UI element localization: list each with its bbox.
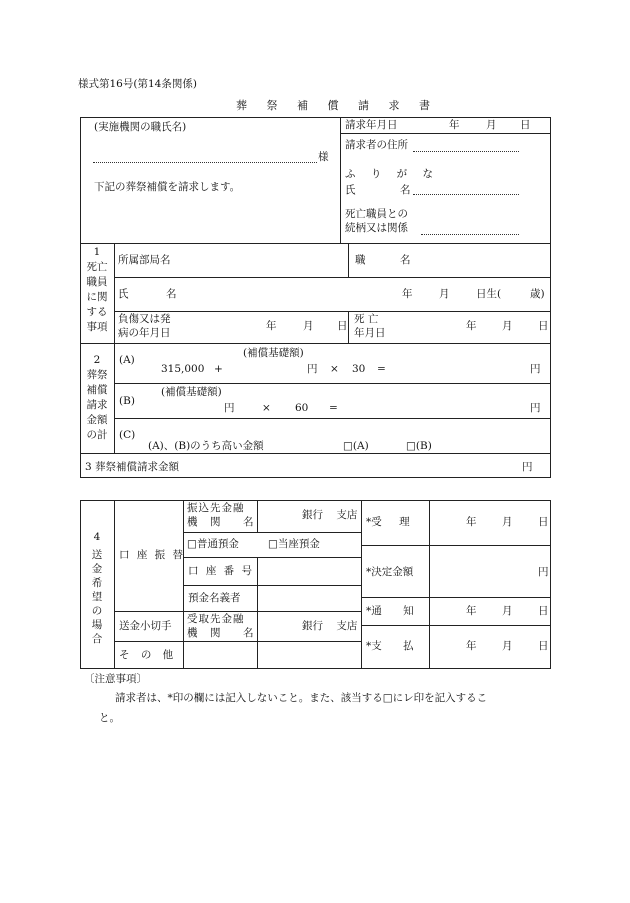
request-date-month[interactable]: 月 [486, 119, 497, 131]
address-line[interactable] [413, 151, 519, 152]
notice-month[interactable]: 月 [502, 605, 513, 617]
row-a-plus: + [214, 363, 223, 375]
row-b-equals: = [329, 402, 338, 414]
payment-day[interactable]: 日 [538, 640, 549, 652]
injury-label-1: 負傷又は発 [118, 313, 171, 325]
receive-bank-branch[interactable]: 銀行 支店 [302, 620, 358, 632]
request-date-year[interactable]: 年 [449, 119, 460, 131]
injury-month[interactable]: 月 [303, 320, 314, 332]
row-a-result-yen[interactable]: 円 [530, 363, 541, 375]
department-label: 所属部局名 [118, 254, 171, 266]
death-day[interactable]: 日 [538, 320, 549, 332]
receive-bank-label-4: 名 [243, 627, 254, 639]
section3-label: 3 葬祭補償請求金額 [85, 461, 180, 473]
transfer-bank-label-2: 機 [187, 516, 198, 528]
birth-age[interactable]: 歳) [530, 288, 545, 300]
death-label-2: 年月日 [354, 327, 386, 339]
furigana-label: ふ り が な [345, 168, 440, 180]
receive-bank-label-1: 受取先金融 [187, 613, 245, 625]
row-a-base-label: (補償基礎額) [243, 347, 304, 359]
notice-year[interactable]: 年 [466, 605, 477, 617]
page-title: 葬 祭 補 償 請 求 書 [236, 99, 438, 112]
name-label: 氏 [345, 184, 356, 196]
row-b-label: (B) [119, 395, 135, 407]
section3-yen[interactable]: 円 [522, 461, 533, 473]
received-label: *受 理 [366, 516, 410, 528]
name-label-2: 名 [400, 184, 411, 196]
section2-label: 2 葬祭 補償 請求 金額 の計 [86, 354, 108, 441]
row-b-base-label: (補償基礎額) [161, 386, 222, 398]
section4-label: 4 送 金 希 望 の 場 合 [91, 531, 103, 645]
position-label: 職 [355, 254, 366, 266]
transfer-bank-branch[interactable]: 銀行 支店 [302, 509, 358, 521]
row-a-days: 30 [352, 363, 366, 375]
transfer-bank-label-1: 振込先金融 [187, 502, 245, 514]
payment-month[interactable]: 月 [502, 640, 513, 652]
form-number: 様式第16号(第14条関係) [78, 78, 197, 90]
row-c-label: (C) [119, 429, 136, 441]
notice-day[interactable]: 日 [538, 605, 549, 617]
request-date-day[interactable]: 日 [520, 119, 531, 131]
row-a-label: (A) [119, 354, 135, 366]
row-b-yen: 円 [224, 402, 235, 414]
position-label-2: 名 [400, 254, 411, 266]
death-label-1: 死 亡 [354, 313, 379, 325]
institution-name-line[interactable] [93, 162, 317, 163]
birth-day[interactable]: 日生( [476, 288, 502, 300]
birth-month[interactable]: 月 [439, 288, 450, 300]
request-date-label: 請求年月日 [345, 119, 398, 131]
receive-bank-label-2: 機 [187, 627, 198, 639]
transfer-bank-label-4: 名 [243, 516, 254, 528]
relation-label-2: 続柄又は関係 [345, 222, 408, 234]
relation-label-1: 死亡職員との [345, 208, 408, 220]
deposit-ordinary-checkbox[interactable]: □普通預金 [187, 538, 239, 550]
remittance-check-label: 送金小切手 [119, 620, 172, 632]
received-month[interactable]: 月 [502, 516, 513, 528]
injury-year[interactable]: 年 [266, 320, 277, 332]
row-a-equals: = [377, 363, 386, 375]
notice-label: *通 知 [366, 605, 414, 617]
section1-label: 1 死亡 職員 に関 する 事項 [86, 246, 108, 333]
deposit-current-checkbox[interactable]: □当座預金 [268, 538, 320, 550]
row-b-result-yen[interactable]: 円 [530, 402, 541, 414]
death-year[interactable]: 年 [466, 320, 477, 332]
relation-line[interactable] [421, 234, 519, 235]
notes-heading: 〔注意事項〕 [84, 673, 147, 685]
address-label: 請求者の住所 [345, 139, 408, 151]
row-c-option-b[interactable]: □(B) [406, 440, 432, 452]
row-c-text: (A)、(B)のうち高い金額 [148, 440, 264, 452]
account-transfer-label: 口 座 振 替 [119, 549, 186, 561]
row-b-times: × [262, 402, 271, 414]
row-b-days: 60 [295, 402, 309, 414]
row-a-times: × [330, 363, 339, 375]
notes-line-2: と。 [99, 712, 120, 724]
account-holder-label: 預金名義者 [188, 592, 241, 604]
sama-label: 様 [318, 151, 329, 163]
row-a-yen: 円 [307, 363, 318, 375]
other-label: そ の 他 [119, 649, 178, 661]
account-number-label: 口 座 番 号 [188, 565, 255, 577]
institution-label: (実施機関の職氏名) [94, 121, 187, 133]
received-day[interactable]: 日 [538, 516, 549, 528]
row-a-amount: 315,000 [161, 363, 205, 375]
injury-label-2: 病の年月日 [118, 327, 171, 339]
receive-bank-label-3: 関 [210, 627, 221, 639]
deceased-name-label: 氏 [118, 288, 129, 300]
payment-label: *支 払 [366, 640, 414, 652]
deceased-name-label-2: 名 [166, 288, 177, 300]
notes-line-1: 請求者は、*印の欄には記入しないこと。また、該当する□にレ印を記入するこ [115, 692, 488, 704]
request-text: 下記の葬祭補償を請求します。 [94, 181, 241, 193]
birth-year[interactable]: 年 [402, 288, 413, 300]
payment-year[interactable]: 年 [466, 640, 477, 652]
received-year[interactable]: 年 [466, 516, 477, 528]
decided-amount-label: *決定金額 [366, 566, 414, 578]
decided-amount-yen[interactable]: 円 [538, 566, 549, 578]
transfer-bank-label-3: 関 [210, 516, 221, 528]
death-month[interactable]: 月 [502, 320, 513, 332]
injury-day[interactable]: 日 [337, 320, 348, 332]
applicant-name-line[interactable] [413, 194, 519, 195]
row-c-option-a[interactable]: □(A) [343, 440, 369, 452]
